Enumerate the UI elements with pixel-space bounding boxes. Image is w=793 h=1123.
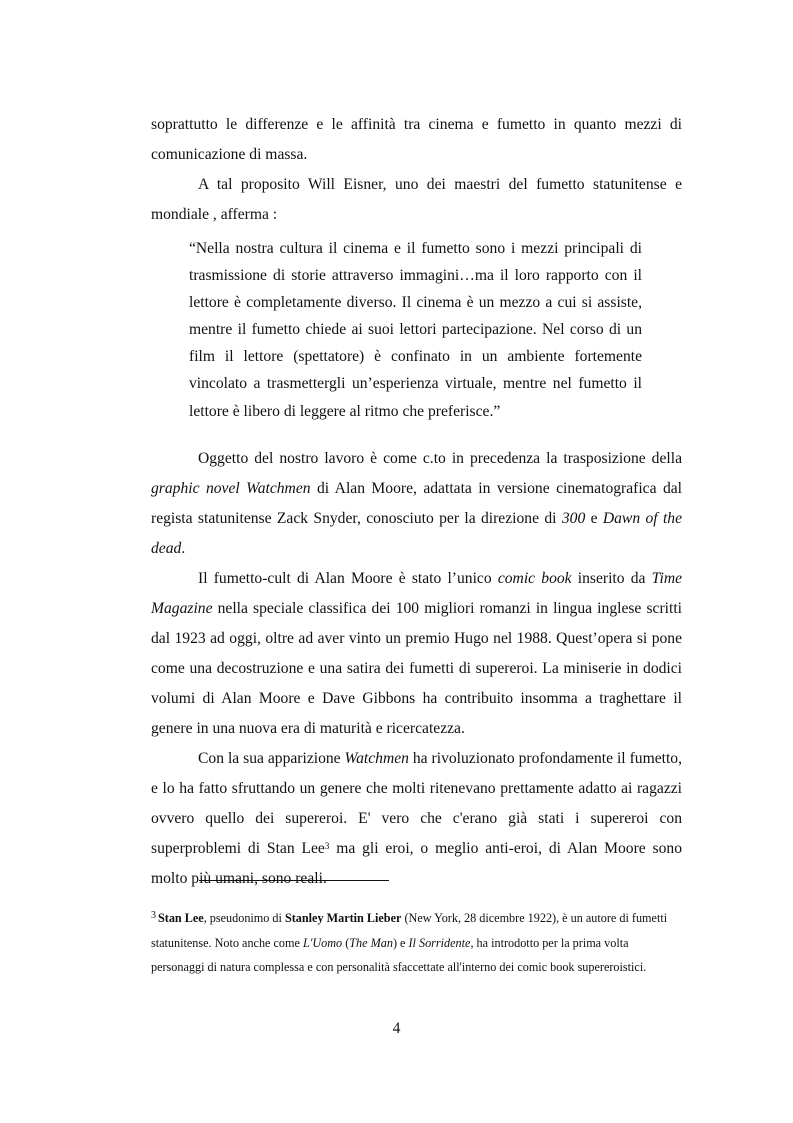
text-run: Con la sua apparizione <box>198 750 345 767</box>
italic-comic-book: comic book <box>497 570 572 587</box>
text-run: ( <box>342 935 350 950</box>
italic-time-magazine: Time Magazine <box>151 570 682 617</box>
intro-paragraph-2: A tal proposito Will Eisner, uno dei maestri del fumetto statunitense e mondiale , afferma : <box>151 176 682 223</box>
page-number: 4 <box>392 1020 401 1037</box>
text-run: , pseudonimo di <box>203 911 285 925</box>
text-run: di Alan Moore, adattata in versione cinematografica dal regista statunitense Zack Snyder, conosciuto per la direzione di <box>151 480 683 527</box>
eisner-quote: “Nella nostra cultura il cinema e il fumetto sono i mezzi principali di trasmissione di storie attraverso immagini…ma il loro rapporto con il lettore è completamente diverso. Il cinema è un mezzo a cui si assiste, mentre il fumetto chiede ai suoi lettori partecipazione. Nel corso di un film il lettore (spettatore) è confinato in un ambiente fortemente vincolato a trasmettergli un’esperienza virtuale, mentre nel fumetto il lettore è libero di leggere al ritmo che preferisce.” <box>189 240 642 420</box>
text-run: nella speciale classifica dei 100 migliori romanzi in lingua inglese scritti dal 1923 ad oggi, oltre ad aver vinto un premio Hugo nel 1988. Quest’opera si pone come una decostruzione e una satira dei fumetti di supereroi. La miniserie in dodici volumi di Alan Moore e Dave Gibbons ha contribuito insomma a traghettare il genere in una nuova era di maturità e ricercatezza. <box>151 600 682 737</box>
body-paragraph-1 <box>151 444 682 564</box>
text-run: ha rivoluzionato profondamente il fumetto, e lo ha fatto sfruttando un genere che molti ritenevano prettamente adatto ai ragazzi ovvero quello dei supereroi. E' vero che c'erano già stati i supereroi con superproblemi di Stan Lee <box>151 750 682 857</box>
text-run: e <box>585 510 603 527</box>
bold-real-name: Stanley Martin Lieber <box>284 911 402 925</box>
text-run: ma gli eroi, o meglio anti-eroi, di Alan Moore sono molto più umani, sono reali. <box>151 840 682 887</box>
text-run: inserito da <box>571 570 652 587</box>
italic-watchmen: Watchmen <box>344 750 409 767</box>
text-run: Il fumetto-cult di Alan Moore è stato l’unico <box>198 570 498 587</box>
intro-paragraph-1: soprattutto le differenze e le affinità tra cinema e fumetto in quanto mezzi di comunicazione di massa. <box>151 116 682 163</box>
footnote-number: 3 <box>151 909 156 921</box>
italic-alias-il-sorridente: Il Sorridente <box>408 935 471 950</box>
footnote-reference[interactable]: 3 <box>324 840 330 851</box>
text-run: Oggetto del nostro lavoro è come c.to in precedenza la trasposizione della <box>198 450 682 467</box>
italic-graphic-novel: graphic novel Watchmen <box>151 480 311 497</box>
body-paragraph-2 <box>151 564 682 744</box>
text-run: , ha introdotto per la prima volta personaggi di natura complessa e con personalità sfaccettate all'interno dei comic book supereroistici. <box>151 935 647 974</box>
italic-film-300: 300 <box>561 510 586 527</box>
text-run: . <box>181 540 186 557</box>
italic-alias-the-man: The Man <box>349 935 393 950</box>
text-run: (New York, 28 dicembre 1922), è un autore di fumetti statunitense. Noto anche come <box>151 911 668 950</box>
footnote <box>151 906 682 980</box>
footnote-divider <box>199 880 389 881</box>
text-run: ) e <box>392 935 409 950</box>
intro-section <box>151 110 682 230</box>
body-paragraph-3 <box>151 744 682 894</box>
italic-film-dawn-of-the-dead: Dawn of the dead <box>151 510 682 557</box>
italic-alias-luomo: L'Uomo <box>302 935 343 950</box>
main-body <box>151 444 682 894</box>
bold-stan-lee: Stan Lee <box>158 911 204 925</box>
